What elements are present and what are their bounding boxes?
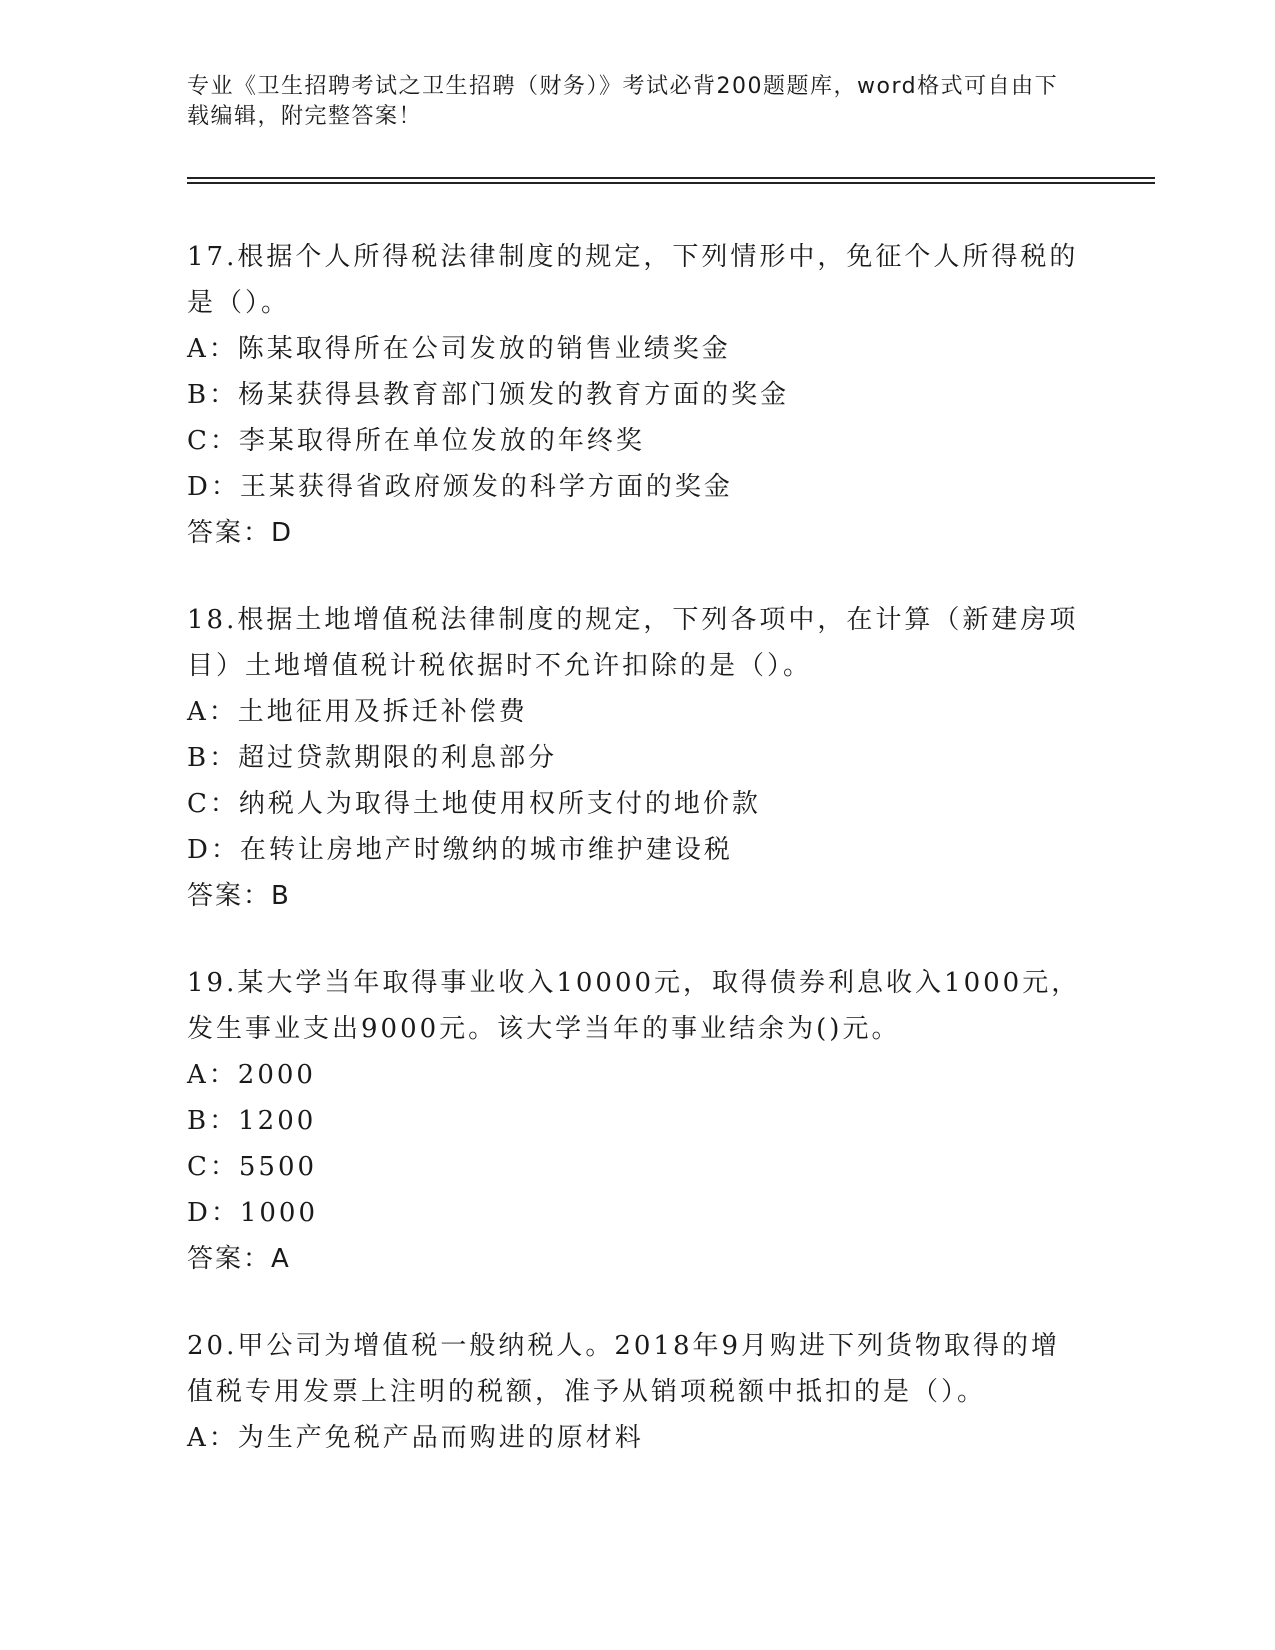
question-stem: 19.某大学当年取得事业收入10000元，取得债券利息收入1000元，发生事业支出9000元。该大学当年的事业结余为()元。 bbox=[187, 968, 1081, 1044]
option-a: A：土地征用及拆迁补偿费 bbox=[187, 697, 528, 727]
option-b: B：杨某获得县教育部门颁发的教育方面的奖金 bbox=[187, 380, 790, 410]
header-divider-bottom bbox=[187, 182, 1155, 184]
question-20 bbox=[187, 1323, 1087, 1461]
question-stem: 17.根据个人所得税法律制度的规定，下列情形中，免征个人所得税的是（）。 bbox=[187, 242, 1079, 318]
answer-line: 答案：A bbox=[187, 1244, 291, 1274]
option-b: B：1200 bbox=[187, 1106, 317, 1136]
option-b: B：超过贷款期限的利息部分 bbox=[187, 743, 558, 773]
answer-line: 答案：D bbox=[187, 518, 294, 548]
question-stem: 18.根据土地增值税法律制度的规定，下列各项中，在计算（新建房项目）土地增值税计税依据时不允许扣除的是（）。 bbox=[187, 605, 1079, 681]
question-stem: 20.甲公司为增值税一般纳税人。2018年9月购进下列货物取得的增值税专用发票上注明的税额，准予从销项税额中抵扣的是（）。 bbox=[187, 1331, 1061, 1407]
answer-line: 答案：B bbox=[187, 881, 291, 911]
option-c: C：纳税人为取得土地使用权所支付的地价款 bbox=[187, 789, 761, 819]
option-a: A：陈某取得所在公司发放的销售业绩奖金 bbox=[187, 334, 731, 364]
option-c: C：5500 bbox=[187, 1152, 318, 1182]
option-d: D：王某获得省政府颁发的科学方面的奖金 bbox=[187, 472, 733, 502]
option-a: A：为生产免税产品而购进的原材料 bbox=[187, 1423, 644, 1453]
option-c: C：李某取得所在单位发放的年终奖 bbox=[187, 426, 645, 456]
option-d: D：在转让房地产时缴纳的城市维护建设税 bbox=[187, 835, 733, 865]
question-17 bbox=[187, 234, 1087, 556]
document-header: 专业《卫生招聘考试之卫生招聘（财务）》考试必背200题题库，word格式可自由下载编辑，附完整答案！ bbox=[187, 74, 1059, 129]
question-18 bbox=[187, 597, 1087, 919]
option-a: A：2000 bbox=[187, 1060, 316, 1090]
header-divider-top bbox=[187, 177, 1155, 179]
question-19 bbox=[187, 960, 1087, 1282]
option-d: D：1000 bbox=[187, 1198, 319, 1228]
